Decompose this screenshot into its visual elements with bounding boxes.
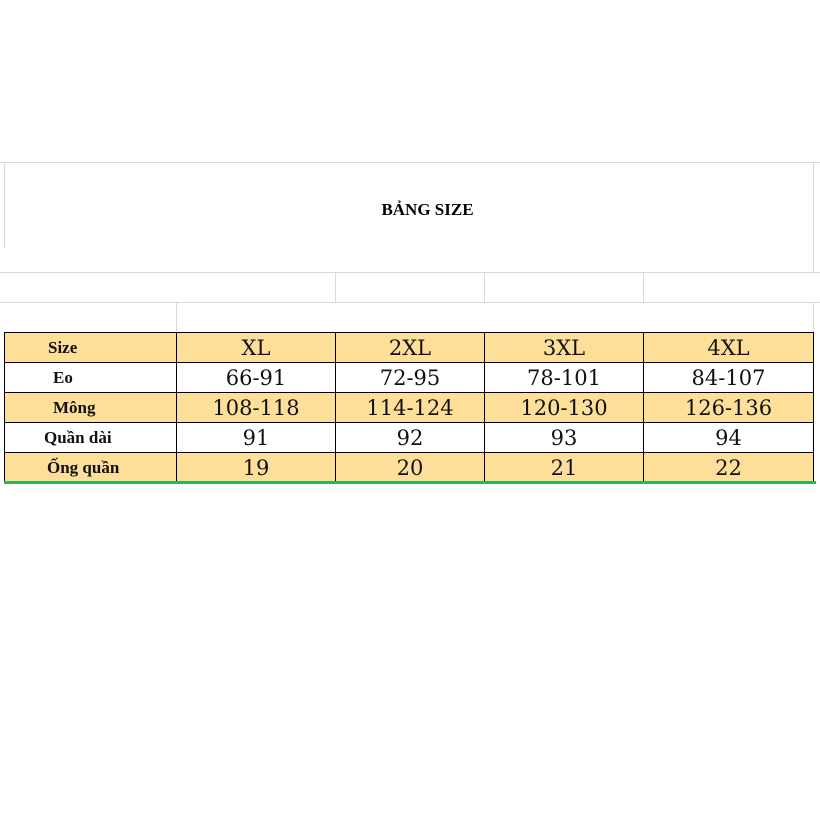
table-cell: 91 <box>177 423 336 453</box>
table-cell: 93 <box>485 423 644 453</box>
table-cell: 22 <box>644 453 814 483</box>
size-header-4xl: 4XL <box>644 333 814 363</box>
gridline <box>813 302 814 332</box>
table-cell: 66-91 <box>177 363 336 393</box>
row-label: Mông <box>5 393 177 423</box>
table-cell: 72-95 <box>336 363 485 393</box>
table-row <box>5 453 814 483</box>
table-row-header <box>5 333 814 363</box>
gridline <box>335 272 336 302</box>
row-label: Eo <box>5 363 177 393</box>
table-cell: 21 <box>485 453 644 483</box>
size-header-2xl: 2XL <box>336 333 485 363</box>
size-table <box>4 332 814 483</box>
table-cell: 19 <box>177 453 336 483</box>
table-cell: 92 <box>336 423 485 453</box>
gridline <box>0 272 820 273</box>
size-header-3xl: 3XL <box>485 333 644 363</box>
bottom-border-line <box>4 481 816 484</box>
gridline <box>0 302 820 303</box>
gridline <box>484 272 485 302</box>
table-cell: 114-124 <box>336 393 485 423</box>
gridline <box>176 302 177 332</box>
row-label: Ống quần <box>5 453 177 483</box>
table-cell: 20 <box>336 453 485 483</box>
table-row <box>5 363 814 393</box>
table-cell: 78-101 <box>485 363 644 393</box>
table-cell: 126-136 <box>644 393 814 423</box>
table-row <box>5 423 814 453</box>
gridline <box>0 162 820 163</box>
row-label: Quần dài <box>5 423 177 453</box>
table-row <box>5 393 814 423</box>
table-cell: 84-107 <box>644 363 814 393</box>
gridline <box>643 272 644 302</box>
table-cell: 108-118 <box>177 393 336 423</box>
table-cell: 120-130 <box>485 393 644 423</box>
table-cell: 94 <box>644 423 814 453</box>
row-label: Size <box>5 333 177 363</box>
size-header-xl: XL <box>177 333 336 363</box>
page-title: BẢNG SIZE <box>381 200 474 219</box>
